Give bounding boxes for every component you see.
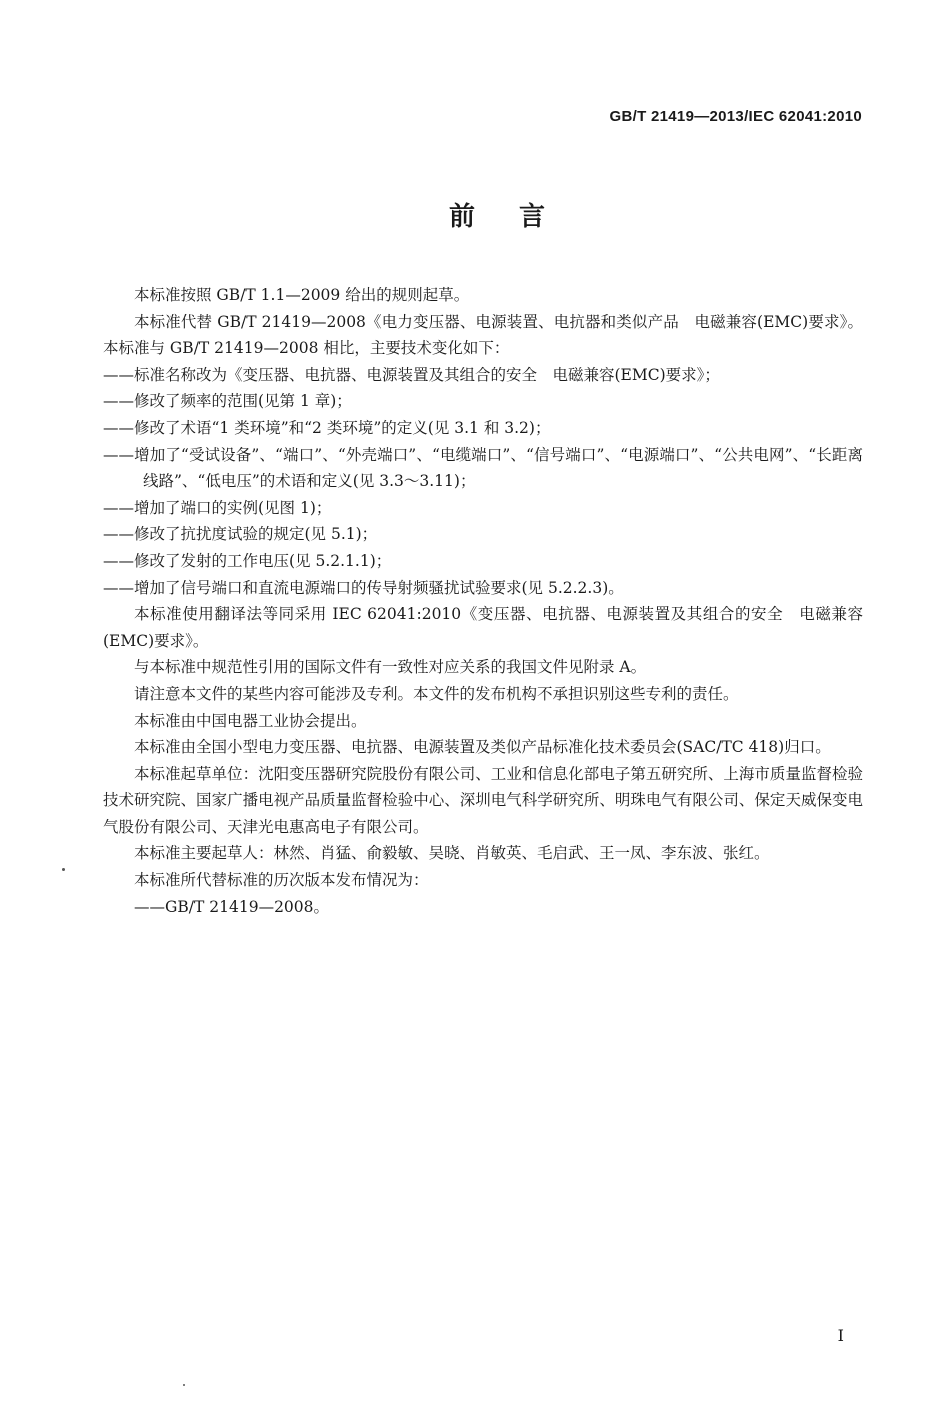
preface-body [103,282,863,920]
history-item: ——GB/T 21419—2008。 [134,897,330,916]
change-item: ——修改了术语“1 类环境”和“2 类环境”的定义(见 3.1 和 3.2)； [103,418,551,437]
change-item: ——修改了发射的工作电压(见 5.2.1.1)； [103,551,392,570]
paragraph-drafting-units: 本标准起草单位：沈阳变压器研究院股份有限公司、工业和信息化部电子第五研究所、上海市质量监督检验技术研究院、国家广播电视产品质量监督检验中心、深圳电气科学研究所、明珠电气有限公司、保定天威保变电气股份有限公司、天津光电惠高电子有限公司。 [103,764,863,836]
paragraph-replacement: 本标准代替 GB/T 21419—2008《电力变压器、电源装置、电抗器和类似产品 电磁兼容(EMC)要求》。本标准与 GB/T 21419—2008 相比，主要技术变化如下： [103,312,863,358]
scan-speck [62,868,65,871]
change-item: ——增加了端口的实例(见图 1)； [103,498,332,517]
paragraph-adoption: 本标准使用翻译法等同采用 IEC 62041:2010《变压器、电抗器、电源装置及其组合的安全 电磁兼容(EMC)要求》。 [103,605,863,650]
paragraph-technical-committee: 本标准由全国小型电力变压器、电抗器、电源装置及类似产品标准化技术委员会(SAC/TC 418)归口。 [134,738,831,757]
change-item: ——增加了信号端口和直流电源端口的传导射频骚扰试验要求(见 5.2.2.3)。 [103,578,624,597]
scan-speck [183,1384,185,1386]
paragraph-proposer: 本标准由中国电器工业协会提出。 [134,711,367,730]
paragraph-patent-notice: 请注意本文件的某些内容可能涉及专利。本文件的发布机构不承担识别这些专利的责任。 [134,684,739,703]
paragraph-drafting-rules: 本标准按照 GB/T 1.1—2009 给出的规则起草。 [134,286,470,304]
paragraph-drafters: 本标准主要起草人：林然、肖猛、俞毅敏、吴晓、肖敏英、毛启武、王一凤、李东波、张红。 [134,844,770,863]
change-item: ——增加了“受试设备”、“端口”、“外壳端口”、“电缆端口”、“信号端口”、“电源端口”、“公共电网”、“长距离线路”、“低电压”的术语和定义(见 3.3～3.11)； [103,445,863,491]
page-title: 前言 [448,202,589,232]
standard-code: GB/T 21419—2013/IEC 62041:2010 [609,108,862,125]
change-item: ——修改了抗扰度试验的规定(见 5.1)； [103,525,378,544]
page-number: I [837,1326,844,1345]
change-item: ——修改了频率的范围(见第 1 章)； [103,392,352,411]
change-item: ——标准名称改为《变压器、电抗器、电源装置及其组合的安全 电磁兼容(EMC)要求》； [103,365,720,384]
paragraph-annex-reference: 与本标准中规范性引用的国际文件有一致性对应关系的我国文件见附录 A。 [134,658,647,677]
paragraph-history-intro: 本标准所代替标准的历次版本发布情况为： [134,871,429,890]
